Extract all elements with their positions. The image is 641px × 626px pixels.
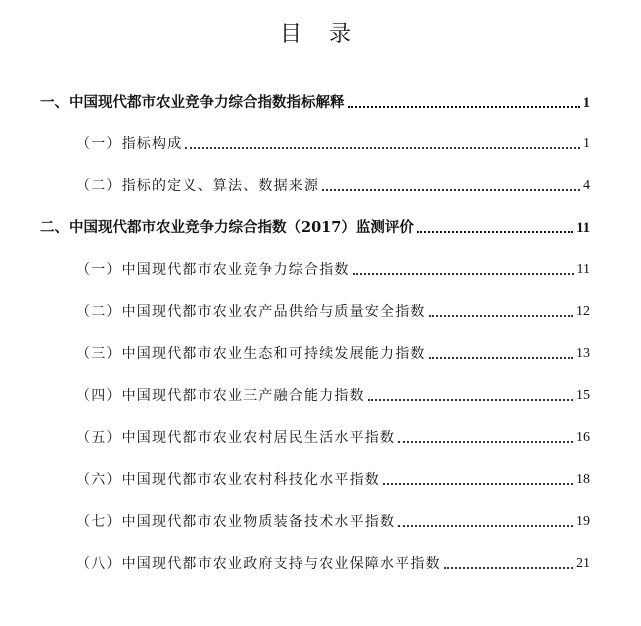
- toc-entry-text: （四）中国现代都市农业三产融合能力指数: [76, 388, 365, 404]
- toc-page-number: 12: [576, 304, 590, 319]
- toc-dot-leader: [383, 483, 573, 485]
- toc-entry-2-7[interactable]: [40, 511, 590, 533]
- toc-dot-leader: [353, 273, 574, 275]
- toc-entry-1-1[interactable]: [40, 133, 590, 155]
- toc-page-number: 1: [582, 95, 590, 111]
- toc-entry-1-2[interactable]: [40, 175, 590, 197]
- toc-entry-2-6[interactable]: [40, 469, 590, 491]
- toc-entry-text: 一、中国现代都市农业竞争力综合指数指标解释: [40, 94, 345, 111]
- toc-entry-2-3[interactable]: [40, 343, 590, 365]
- toc-entry-text: （二）指标的定义、算法、数据来源: [76, 178, 320, 194]
- toc-page-number: 1: [583, 136, 590, 151]
- toc-entry-text: （七）中国现代都市农业物质装备技术水平指数: [76, 514, 396, 530]
- toc-page-number: 11: [576, 220, 590, 236]
- toc-entry-2-2[interactable]: [40, 301, 590, 323]
- toc-entry-text: （八）中国现代都市农业政府支持与农业保障水平指数: [76, 556, 441, 572]
- toc-dot-leader: [185, 147, 580, 149]
- toc-dot-leader: [398, 525, 573, 527]
- toc-page-number: 16: [576, 430, 590, 445]
- toc-page-number: 11: [576, 262, 590, 277]
- toc-dot-leader: [444, 567, 573, 569]
- toc-dot-leader: [398, 441, 573, 443]
- toc-page-number: 18: [576, 472, 590, 487]
- toc-entry-2-5[interactable]: [40, 427, 590, 449]
- toc-dot-leader: [417, 231, 573, 233]
- toc-entry-text: （五）中国现代都市农业农村居民生活水平指数: [76, 430, 396, 446]
- toc-entry-2-1[interactable]: [40, 259, 590, 281]
- toc-page-number: 15: [576, 388, 590, 403]
- toc-entry-text: （二）中国现代都市农业农产品供给与质量安全指数: [76, 304, 426, 320]
- toc-dot-leader: [348, 106, 580, 108]
- toc-dot-leader: [368, 399, 573, 401]
- toc-page-number: 21: [576, 556, 590, 571]
- toc-entry-2[interactable]: [40, 217, 590, 239]
- page-title: 目 录: [280, 22, 361, 47]
- toc-dot-leader: [322, 189, 580, 191]
- toc-entry-text: （一）指标构成: [76, 136, 183, 152]
- toc-entry-1[interactable]: [40, 92, 590, 114]
- toc-entry-text: （三）中国现代都市农业生态和可持续发展能力指数: [76, 346, 426, 362]
- toc-page-number: 19: [576, 514, 590, 529]
- toc-entry-2-8[interactable]: [40, 553, 590, 575]
- toc-entry-text: （六）中国现代都市农业农村科技化水平指数: [76, 472, 380, 488]
- toc-entry-text: 二、中国现代都市农业竞争力综合指数（2017）监测评价: [40, 219, 414, 236]
- toc-dot-leader: [429, 357, 573, 359]
- toc-entry-2-4[interactable]: [40, 385, 590, 407]
- toc-dot-leader: [429, 315, 573, 317]
- toc-page-number: 4: [583, 178, 590, 193]
- toc-entry-text: （一）中国现代都市农业竞争力综合指数: [76, 262, 350, 278]
- toc-page-number: 13: [576, 346, 590, 361]
